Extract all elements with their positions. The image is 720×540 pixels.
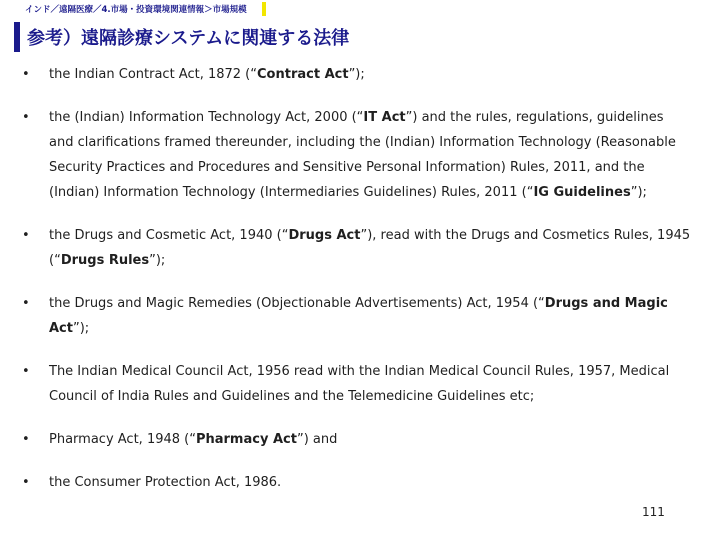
bullet-icon: • [22, 475, 30, 490]
law-short-name: IT Act [363, 110, 406, 125]
law-short-name: Drugs Act [288, 228, 361, 243]
bullet-icon: • [22, 67, 30, 82]
law-list-item [22, 470, 692, 495]
breadcrumb-marker [262, 2, 266, 16]
law-text: ”); [630, 185, 647, 200]
bullet-icon: • [22, 364, 30, 379]
law-list [22, 62, 692, 513]
law-text: the Indian Contract Act, 1872 (“ [49, 67, 257, 82]
law-text: the (Indian) Information Technology Act, 2000 (“ [49, 110, 364, 125]
law-list-item [22, 105, 692, 205]
bullet-icon: • [22, 110, 30, 125]
law-list-item [22, 427, 692, 452]
law-text: the Drugs and Magic Remedies (Objectionable Advertisements) Act, 1954 (“ [49, 296, 545, 311]
law-text: ”); [72, 321, 90, 336]
law-short-name: Contract Act [257, 67, 349, 82]
law-list-item [22, 62, 692, 87]
breadcrumb: インド／遠隔医療／4.市場・投資環境関連情報＞市場規模 [25, 5, 247, 15]
law-short-name: Pharmacy Act [195, 432, 297, 447]
law-text: ”), read with the Drugs and Cosmetics Rules, 1945 (“ [49, 228, 691, 268]
law-text: the Consumer Protection Act, 1986. [49, 475, 282, 490]
title-accent-bar [14, 22, 20, 52]
law-text: The Indian Medical Council Act, 1956 read with the Indian Medical Council Rules, 1957, Medical Council of India Rules and Guidelines and the Telemedicine Guidelines etc; [49, 364, 670, 404]
law-list-item [22, 359, 692, 409]
law-short-name: Drugs and Magic Act [49, 296, 668, 336]
law-text: ”) and [296, 432, 338, 447]
page-title: 参考）遠隔診療システムに関連する法律 [27, 28, 350, 49]
law-text: ”) and the rules, regulations, guidelines and clarifications framed thereunder, including the (Indian) Information Technology (Reasonable Security Practices and Procedures and Sensitive Personal Information) Rules, 2011, and the (Indian) Information Technology (Intermediaries Guidelines) Rules, 2011 (“ [49, 110, 676, 200]
bullet-icon: • [22, 432, 30, 447]
law-text: the Drugs and Cosmetic Act, 1940 (“ [49, 228, 289, 243]
bullet-icon: • [22, 228, 30, 243]
law-text: Pharmacy Act, 1948 (“ [49, 432, 196, 447]
law-text: ”); [149, 253, 166, 268]
bullet-icon: • [22, 296, 30, 311]
law-list-item [22, 223, 692, 273]
law-text: ”); [348, 67, 365, 82]
law-list-item [22, 291, 692, 341]
law-short-name: Drugs Rules [60, 253, 150, 268]
page-number: 111 [642, 505, 665, 519]
law-short-name: IG Guidelines [533, 185, 631, 200]
